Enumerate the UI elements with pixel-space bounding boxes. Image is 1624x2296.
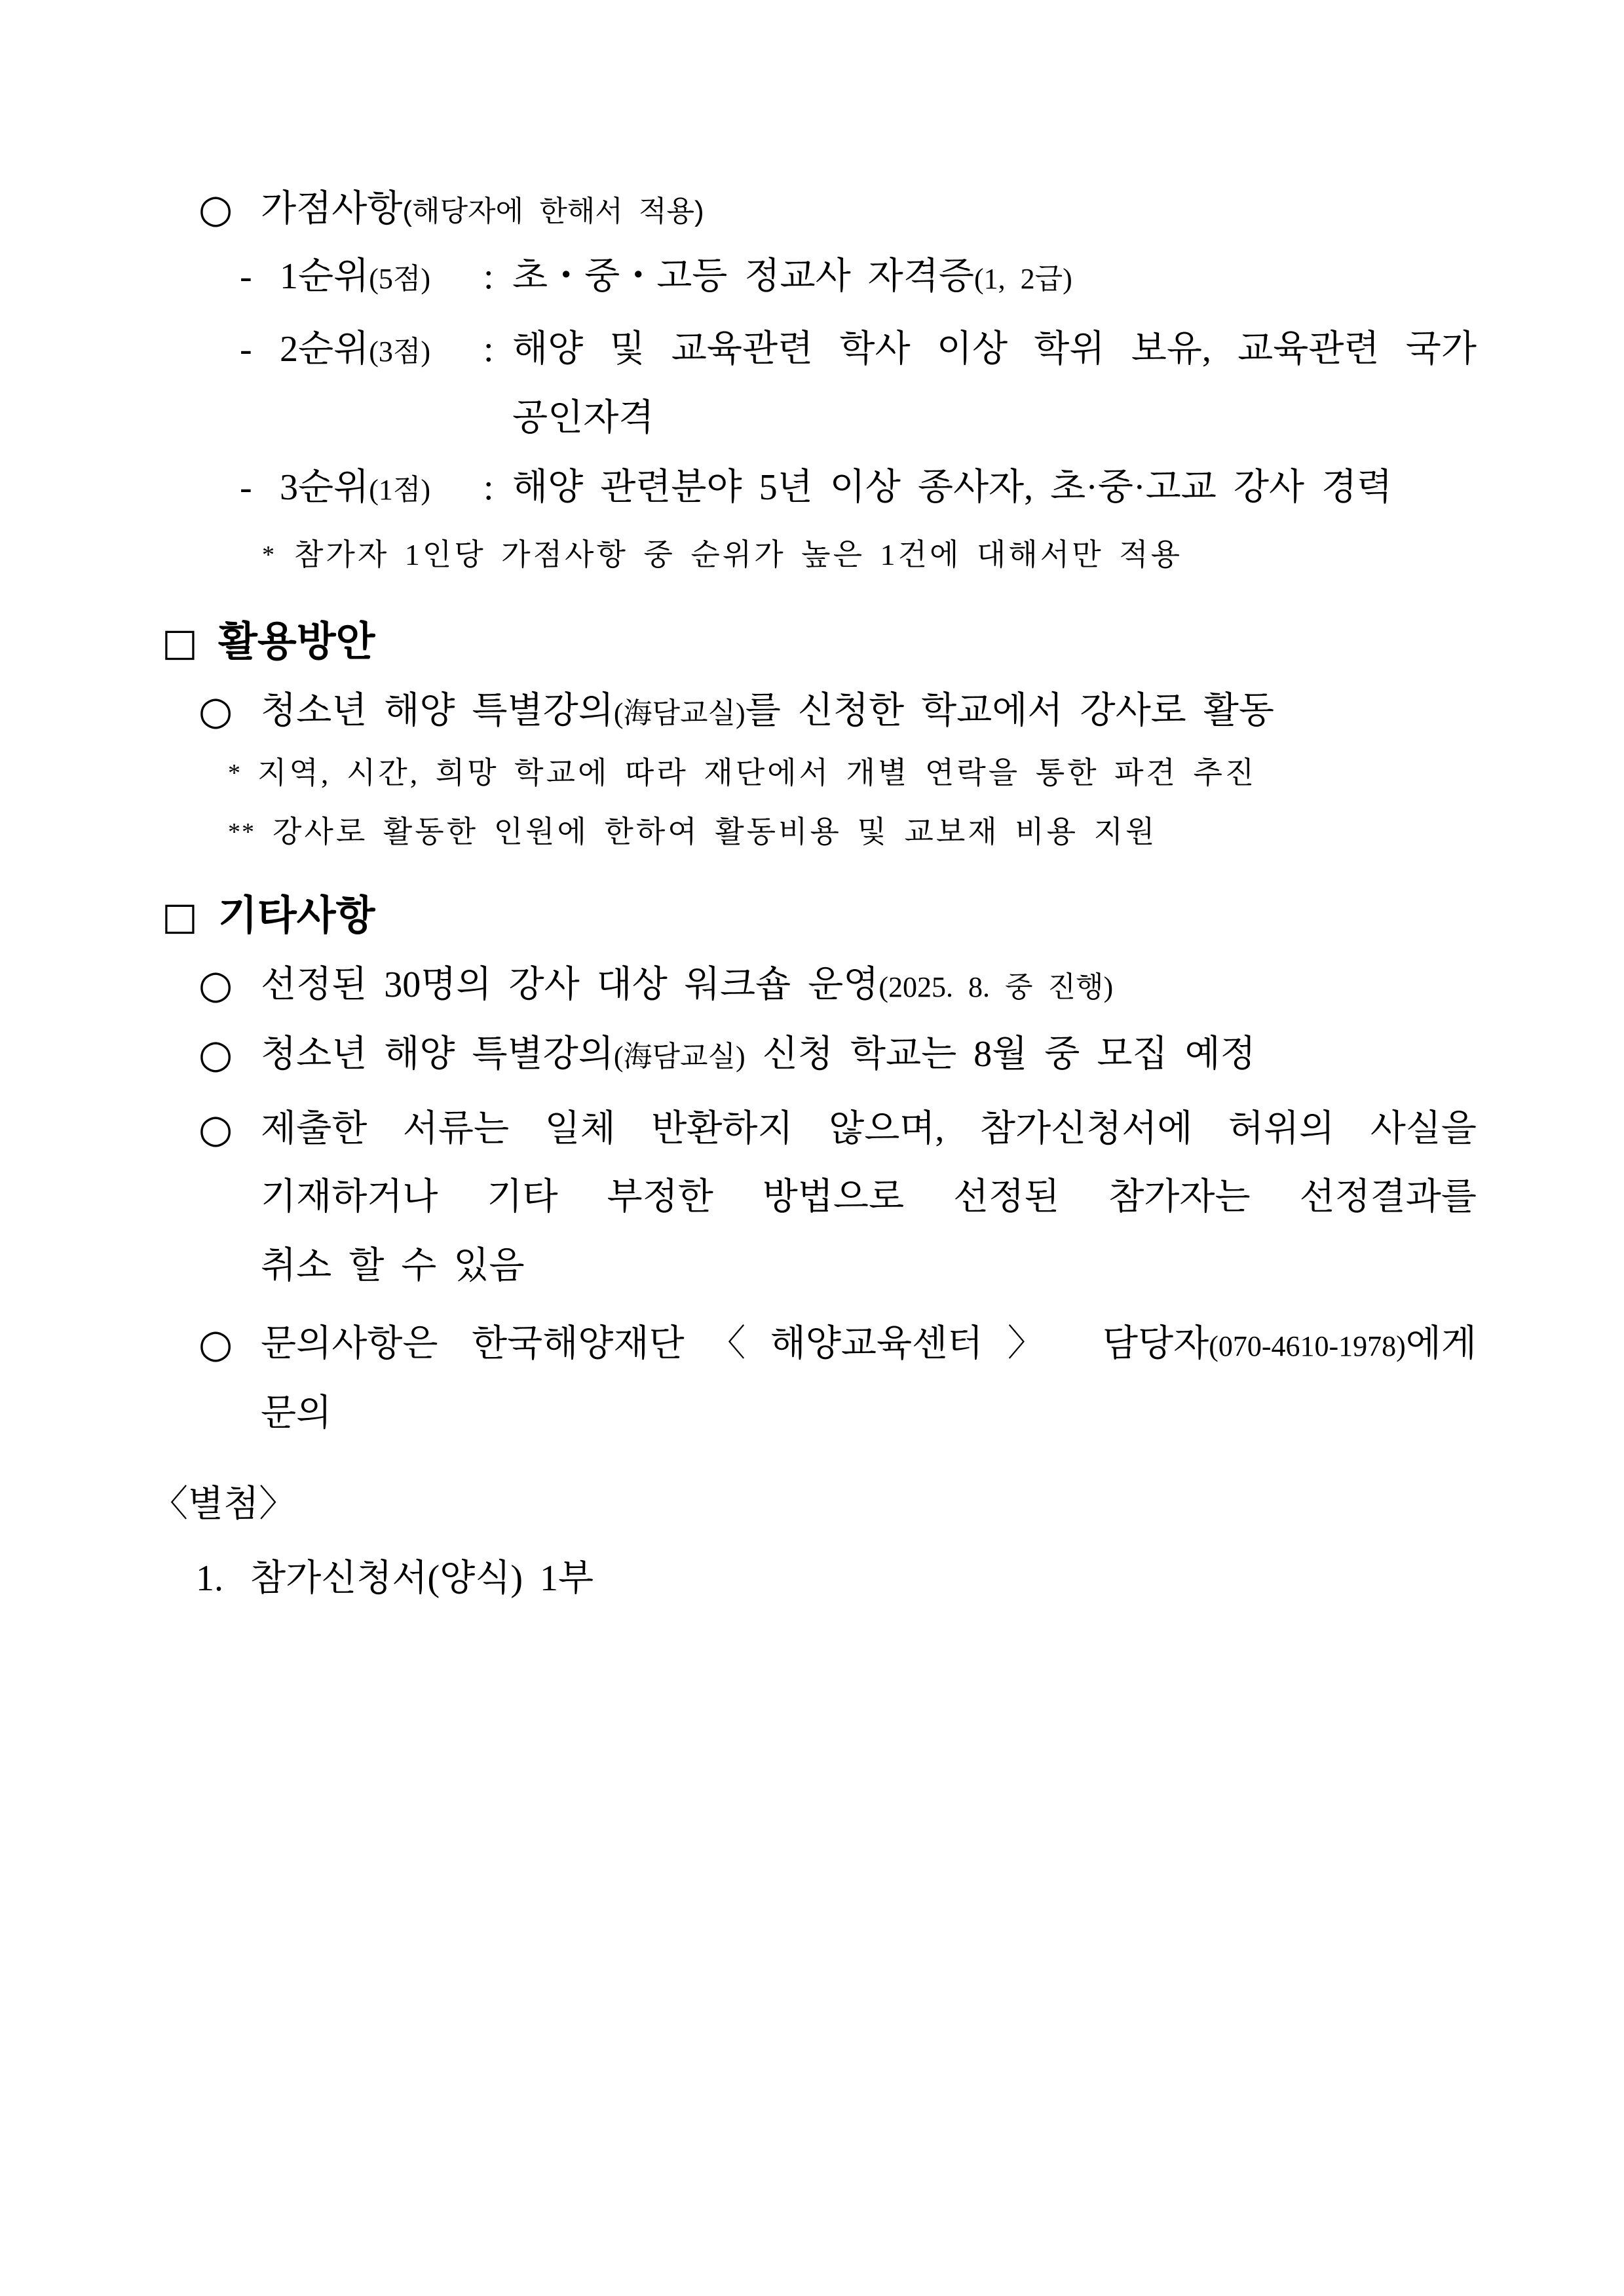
rank-content: [512, 244, 1072, 312]
circle-bullet: ○: [198, 1321, 233, 1367]
rank-row-2-continuation: [0, 385, 1624, 451]
other-item-3-line-3: [0, 1233, 1624, 1299]
rank-label: [280, 455, 430, 523]
usage-note-1: [0, 747, 1624, 799]
usage-item-text: 청소년 해양 특별강의: [261, 691, 614, 731]
rank-name: 3순위: [280, 467, 369, 508]
attachment-heading-row: [0, 1472, 1624, 1537]
rank-colon: :: [483, 329, 494, 370]
other-item-line: 기재하거나 기타 부정한 방법으로 선정된 참가자는 선정결과를: [261, 1177, 1477, 1217]
rank-content-text: 공인자격: [512, 398, 654, 438]
other-item-3: [0, 1096, 1624, 1162]
usage-item: [261, 678, 1274, 746]
usage-item-after: 를 신청한 학교에서 강사로 활동: [745, 691, 1274, 731]
other-item-text: 선정된 30명의 강사 대상 워크숍 운영: [261, 965, 879, 1005]
other-heading-row: [0, 883, 1624, 949]
other-item-1: [0, 952, 1624, 1018]
circle-bullet: ○: [198, 1031, 233, 1077]
circle-bullet: ○: [198, 186, 233, 232]
rank-name: 1순위: [280, 256, 369, 297]
square-bullet: □: [162, 894, 198, 938]
rank-content-tail: (1, 2급): [973, 263, 1072, 295]
rank-name: 2순위: [280, 329, 369, 370]
square-bullet: □: [162, 620, 198, 664]
contact-after: 에게: [1405, 1324, 1477, 1364]
attachment-number: 1.: [196, 1558, 223, 1599]
other-item-4: [0, 1311, 1624, 1377]
circle-bullet: ○: [198, 962, 233, 1008]
dash-bullet: -: [240, 329, 252, 370]
bonus-title: [261, 176, 704, 244]
rank-content-text: 해양 관련분야 5년 이상 종사자, 초·중·고교 강사 경력: [512, 467, 1393, 508]
rank-row-3: [0, 455, 1624, 520]
bonus-title-text: 가점사항: [261, 189, 403, 229]
other-item-small: (2025. 8. 중 진행): [878, 971, 1114, 1003]
dash-bullet: -: [240, 467, 252, 508]
bonus-title-row: [0, 176, 1624, 242]
usage-note-2: [0, 806, 1624, 858]
rank-points: (5점): [369, 263, 431, 295]
other-item-text-wrap: [261, 1022, 1256, 1090]
rank-content-text: 해양 및 교육관련 학사 이상 학위 보유, 교육관련 국가: [512, 329, 1477, 370]
rank-points: (3점): [369, 335, 431, 368]
bonus-title-note: (해당자에 한해서 적용): [402, 195, 704, 227]
circle-bullet: ○: [198, 1106, 233, 1152]
other-item-text-wrap: [261, 952, 1113, 1020]
other-item-text: 청소년 해양 특별강의: [261, 1034, 614, 1075]
attachment-text: 참가신청서(양식) 1부: [250, 1558, 594, 1599]
section-heading: 활용방안: [218, 619, 375, 664]
note-text: 강사로 활동한 인원에 한하여 활동비용 및 교보재 비용 지원: [273, 815, 1158, 849]
other-item-line: 취소 할 수 있음: [261, 1246, 525, 1286]
other-item-small: (海담교실): [613, 1041, 746, 1073]
note-asterisk: **: [228, 818, 255, 846]
rank-row-1: [0, 244, 1624, 309]
rank-colon: :: [483, 256, 494, 297]
rank-colon: :: [483, 467, 494, 508]
circle-bullet: ○: [198, 688, 233, 734]
note-asterisk: *: [228, 759, 242, 787]
other-item-line: 제출한 서류는 일체 반환하지 않으며, 참가신청서에 허위의 사실을: [261, 1109, 1477, 1149]
other-item-2: [0, 1022, 1624, 1087]
rank-label: [280, 316, 430, 385]
attachment-item: [0, 1546, 1624, 1611]
usage-item-small: (海담교실): [613, 697, 746, 729]
note-text: 지역, 시간, 희망 학교에 따라 재단에서 개별 연락을 통한 파견 추진: [257, 756, 1257, 790]
rank-points: (1점): [369, 474, 431, 506]
attachment-heading: 〈별첨〉: [151, 1484, 296, 1525]
bonus-note: [0, 529, 1624, 581]
other-item-4-line-2: [0, 1381, 1624, 1446]
usage-heading-row: [0, 609, 1624, 675]
usage-item-row: [0, 678, 1624, 744]
contact-text: 문의사항은 한국해양재단〈해양교육센터〉 담당자: [261, 1324, 1209, 1364]
rank-row-2: [0, 316, 1624, 382]
rank-content-text: 초・중・고등 정교사 자격증: [512, 256, 974, 297]
section-heading: 기타사항: [218, 893, 375, 938]
contact-line: [261, 1311, 1477, 1379]
other-item-3-line-2: [0, 1164, 1624, 1230]
note-asterisk: *: [262, 541, 276, 569]
other-item-line: 문의: [261, 1393, 332, 1434]
dash-bullet: -: [240, 256, 252, 297]
note-text: 참가자 1인당 가점사항 중 순위가 높은 1건에 대해서만 적용: [294, 538, 1183, 571]
other-item-after: 신청 학교는 8월 중 모집 예정: [745, 1034, 1256, 1075]
rank-label: [280, 244, 430, 312]
contact-phone: (070-4610-1978): [1209, 1330, 1406, 1362]
